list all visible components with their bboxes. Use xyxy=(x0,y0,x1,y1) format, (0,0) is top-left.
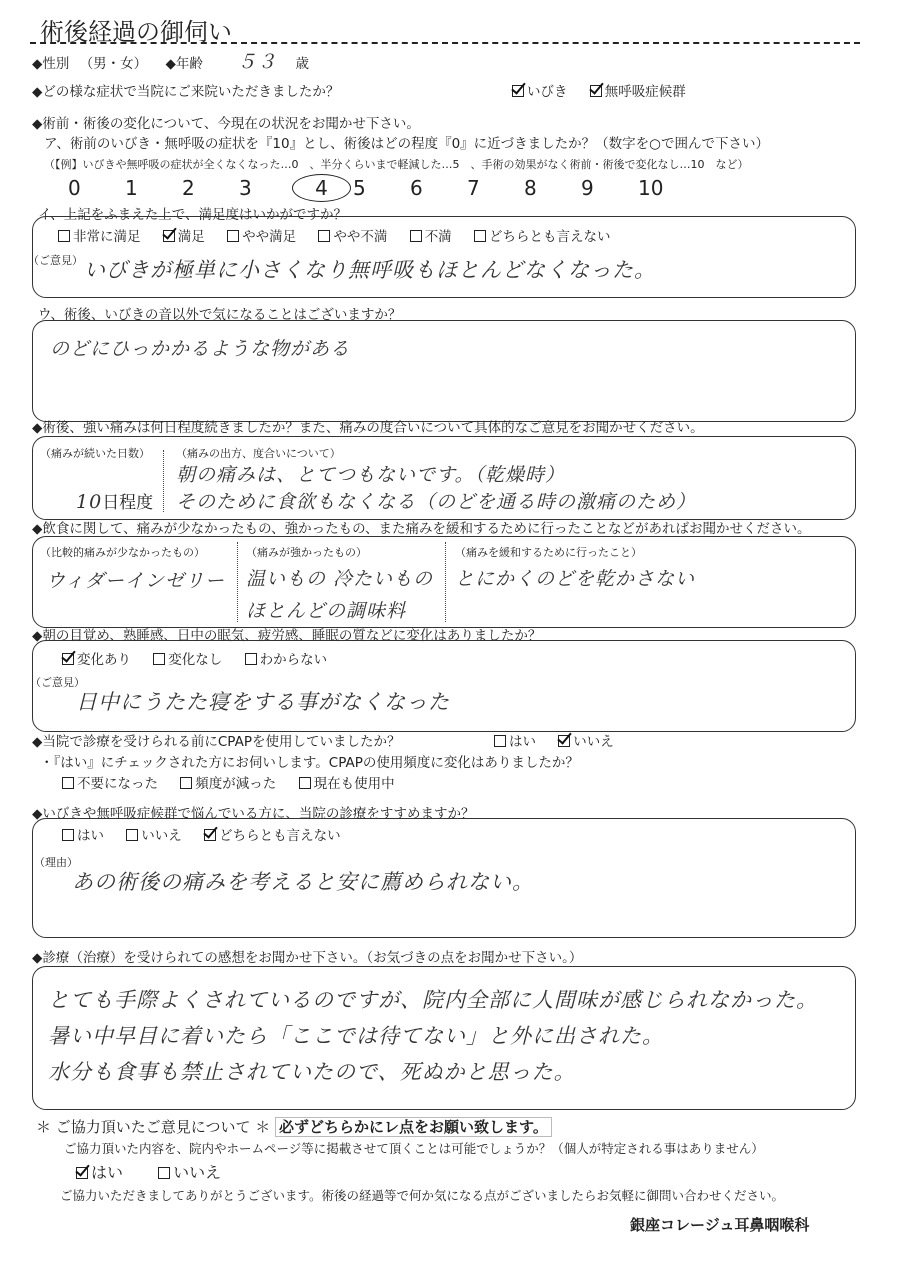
cpap-less-frequent[interactable]: 頻度が減った xyxy=(180,776,276,792)
checkbox-icon[interactable] xyxy=(590,85,602,97)
sleep-question: ◆朝の目覚め、熟睡感、日中の眠気、疲労感、睡眠の質などに変化はありましたか？ xyxy=(32,628,542,644)
opt-changed[interactable]: 変化あり xyxy=(62,652,131,668)
checkbox-icon[interactable] xyxy=(227,230,239,242)
selected-circle[interactable]: 4 xyxy=(292,174,351,202)
checkbox-icon[interactable] xyxy=(62,829,74,841)
cpap-sub-options xyxy=(62,776,413,792)
gender-row xyxy=(32,51,309,73)
recommend-neutral[interactable]: どちらとも言えない xyxy=(204,828,341,844)
symptom-snoring[interactable]: いびき xyxy=(512,84,568,100)
food-separator-1 xyxy=(237,542,238,622)
scale-value[interactable]: 8 xyxy=(524,176,537,200)
food-col2-b[interactable]: ほとんどの調味料 xyxy=(246,600,407,622)
recommend-reason-label: （理由） xyxy=(34,856,78,869)
title-divider xyxy=(30,42,860,44)
consent-no[interactable]: いいえ xyxy=(158,1163,221,1182)
scale-value[interactable]: 7 xyxy=(467,176,480,200)
pain-days-label: （痛みが続いた日数） xyxy=(40,447,150,460)
consent-question: ご協力頂いた内容を、院内やホームページ等に掲載させて頂くことは可能でしょうか？（個人が特定される事はありません） xyxy=(64,1141,764,1156)
change-scale xyxy=(68,174,695,202)
food-question: ◆飲食に関して、痛みが少なかったもの、強かったもの、また痛みを緩和するために行ったことなどがあればお聞かせください。 xyxy=(32,521,811,537)
food-col1-label: （比較的痛みが少なかったもの） xyxy=(40,546,205,559)
thanks-text: ご協力いただきましてありがとうございます。術後の経過等で何か気になる点がございましたらお気軽に御問い合わせください。 xyxy=(60,1188,785,1203)
scale-value[interactable]: 3 xyxy=(239,176,252,200)
pain-detail-label: （痛みの出方、度合いについて） xyxy=(176,447,341,460)
cpap-still-using[interactable]: 現在も使用中 xyxy=(299,776,395,792)
checkbox-icon[interactable] xyxy=(318,230,330,242)
pain-days xyxy=(76,488,153,513)
cpap-yes[interactable]: はい xyxy=(494,734,536,750)
scale-value[interactable]: 9 xyxy=(581,176,594,200)
food-col3-label: （痛みを緩和するために行ったこと） xyxy=(455,546,642,559)
pain-days-value[interactable]: 10 xyxy=(76,491,103,513)
consent-heading-b: 必ずどちらかにレ点をお願い致します。 xyxy=(275,1117,552,1137)
consent-heading-a: ＊ ご協力頂いたご意見について ＊ xyxy=(36,1118,271,1136)
recommend-no[interactable]: いいえ xyxy=(126,828,182,844)
pain-detail-2[interactable]: そのために食欲もなくなる（のどを通る時の激痛のため） xyxy=(176,491,697,513)
checkbox-icon[interactable] xyxy=(474,230,486,242)
symptom-question: ◆どの様な症状で当院にご来院いただきましたか？ xyxy=(32,84,340,100)
opt-satisfied[interactable]: 満足 xyxy=(163,229,205,245)
opt-somewhat-dissatisfied[interactable]: やや不満 xyxy=(318,229,387,245)
opt-unknown[interactable]: わからない xyxy=(245,652,328,668)
checkbox-icon[interactable] xyxy=(158,1167,170,1179)
checkbox-icon[interactable] xyxy=(126,829,138,841)
other-question: ウ、術後、いびきの音以外で気になることはございますか？ xyxy=(38,307,402,323)
food-col3[interactable]: とにかくのどを乾かさない xyxy=(455,568,696,590)
symptom-apnea[interactable]: 無呼吸症候群 xyxy=(590,84,686,100)
gender-label: ◆性別 xyxy=(32,56,70,72)
satisfaction-options xyxy=(58,229,628,245)
checkbox-icon[interactable] xyxy=(62,777,74,789)
pain-days-unit: 日程度 xyxy=(102,493,154,513)
change-example: （【例】いびきや無呼吸の症状が全くなくなった…0 、半分くらいまで軽減した…5 、手術の効果がなく術前・術後で変化なし…10 など） xyxy=(44,158,749,171)
page-title: 術後経過の御伺い xyxy=(40,18,232,46)
scale-value[interactable] xyxy=(296,174,353,202)
change-instruction: ア、術前のいびき・無呼吸の症状を『10』とし、術後はどの程度『0』に近づきましたか？（数字を○で囲んで下さい） xyxy=(44,136,769,152)
consent-yes[interactable]: はい xyxy=(76,1163,123,1182)
consent-options xyxy=(76,1160,239,1183)
checkbox-icon[interactable] xyxy=(512,85,524,97)
scale-value[interactable]: 10 xyxy=(638,176,664,200)
scale-value[interactable]: 6 xyxy=(410,176,423,200)
impression-line-2[interactable]: 暑い中早目に着いたら「ここでは待てない」と外に出された。 xyxy=(48,1024,664,1048)
scale-value[interactable]: 1 xyxy=(125,176,138,200)
age-value[interactable]: ５３ xyxy=(237,51,278,73)
change-question: ◆術前・術後の変化について、今現在の状況をお聞かせ下さい。 xyxy=(32,116,420,132)
checkbox-icon[interactable] xyxy=(299,777,311,789)
checkbox-icon[interactable] xyxy=(245,653,257,665)
satisfaction-question: イ、上記をふまえた上で、満足度はいかがですか？ xyxy=(38,207,348,223)
food-separator-2 xyxy=(445,542,446,622)
sleep-options xyxy=(62,652,345,668)
checkbox-icon[interactable] xyxy=(62,653,74,665)
cpap-question: ◆当院で診療を受けられる前にCPAPを使用していましたか？ xyxy=(32,734,401,750)
impression-line-3[interactable]: 水分も食事も禁止されていたので、死ぬかと思った。 xyxy=(48,1060,576,1084)
pain-separator xyxy=(163,450,164,512)
symptom-options xyxy=(512,84,704,100)
checkbox-icon[interactable] xyxy=(153,653,165,665)
opt-very-satisfied[interactable]: 非常に満足 xyxy=(58,229,141,245)
checkbox-icon[interactable] xyxy=(410,230,422,242)
food-col2-label: （痛みが強かったもの） xyxy=(246,546,367,559)
checkbox-icon[interactable] xyxy=(163,230,175,242)
opt-somewhat-satisfied[interactable]: やや満足 xyxy=(227,229,296,245)
scale-value[interactable]: 0 xyxy=(68,176,81,200)
consent-heading xyxy=(36,1116,552,1137)
cpap-sub-question: ・『はい』にチェックされた方にお伺いします。CPAPの使用頻度に変化はありましたか？ xyxy=(40,755,579,771)
food-col1[interactable]: ウィダーインゼリー xyxy=(46,570,225,592)
checkbox-icon[interactable] xyxy=(204,829,216,841)
food-col2-a[interactable]: 温いもの 冷たいもの xyxy=(246,568,434,590)
checkbox-icon[interactable] xyxy=(76,1167,88,1179)
recommend-yes[interactable]: はい xyxy=(62,828,104,844)
pain-question: ◆術後、強い痛みは何日程度続きましたか？また、痛みの度合いについて具体的なご意見をお聞かせください。 xyxy=(32,420,704,436)
scale-value[interactable]: 2 xyxy=(182,176,195,200)
cpap-unneeded[interactable]: 不要になった xyxy=(62,776,158,792)
scale-value[interactable]: 5 xyxy=(353,176,366,200)
recommend-reason[interactable]: あの術後の痛みを考えると安に薦められない。 xyxy=(72,870,534,894)
impression-line-1[interactable]: とても手際よくされているのですが、院内全部に人間味が感じられなかった。 xyxy=(48,988,818,1012)
gender-options[interactable]: （男・女） xyxy=(79,56,148,72)
checkbox-icon[interactable] xyxy=(58,230,70,242)
checkbox-icon[interactable] xyxy=(558,735,570,747)
opt-dissatisfied[interactable]: 不満 xyxy=(410,229,452,245)
other-answer[interactable]: のどにひっかかるような物がある xyxy=(50,338,351,360)
cpap-no[interactable]: いいえ xyxy=(558,734,614,750)
age-unit: 歳 xyxy=(295,56,309,72)
opt-neutral[interactable]: どちらとも言えない xyxy=(474,229,611,245)
impression-question: ◆診療（治療）を受けられての感想をお聞かせ下さい。（お気づきの点をお聞かせ下さい。） xyxy=(32,950,583,966)
pain-detail-1[interactable]: 朝の痛みは、とてつもないです。（乾燥時） xyxy=(176,464,565,486)
recommend-options xyxy=(62,828,359,844)
recommend-question: ◆いびきや無呼吸症候群で悩んでいる方に、当院の診療をすすめますか？ xyxy=(32,806,475,822)
checkbox-icon[interactable] xyxy=(180,777,192,789)
opt-no-change[interactable]: 変化なし xyxy=(153,652,222,668)
cpap-options xyxy=(494,734,632,750)
satisfaction-opinion-label: （ご意見） xyxy=(28,254,83,267)
age-label: ◆年齢 xyxy=(165,56,203,72)
sleep-opinion[interactable]: 日中にうたた寝をする事がなくなった xyxy=(76,690,450,714)
checkbox-icon[interactable] xyxy=(494,735,506,747)
clinic-name: 銀座コレージュ耳鼻咽喉科 xyxy=(630,1216,810,1234)
satisfaction-opinion[interactable]: いびきが極単に小さくなり無呼吸もほとんどなくなった。 xyxy=(84,258,656,282)
sleep-opinion-label: （ご意見） xyxy=(30,676,85,689)
